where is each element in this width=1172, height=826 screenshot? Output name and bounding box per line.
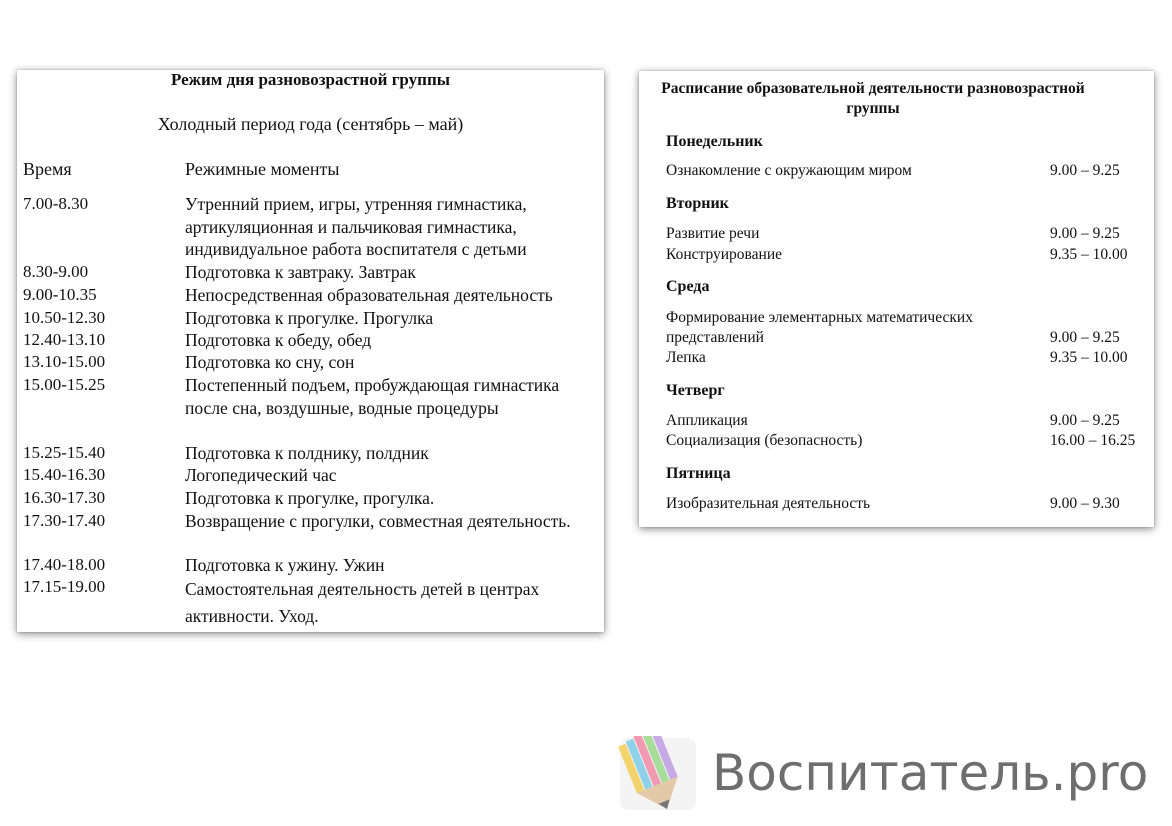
routine-moment: Подготовка к обеду, обед: [185, 330, 372, 350]
day-heading-wednesday: Среда: [666, 278, 710, 295]
routine-time: 17.15-19.00: [23, 577, 106, 596]
routine-subtitle: Холодный период года (сентябрь – май): [157, 114, 464, 134]
routine-moment: Возвращение с прогулки, совместная деятельность.: [185, 511, 571, 531]
routine-time: 15.00-15.25: [23, 375, 106, 394]
routine-moment: Самостоятельная деятельность детей в центрах активности. Уход.: [185, 579, 540, 626]
lesson-time: 9.35 – 10.00: [1050, 246, 1128, 263]
routine-moment: Логопедический час: [185, 465, 337, 485]
lesson-name: Конструирование: [666, 246, 783, 263]
day-heading-friday: Пятница: [666, 465, 731, 482]
lessons-schedule-card: [639, 71, 1154, 527]
lesson-time: 9.00 – 9.30: [1050, 495, 1120, 512]
time-column-header: Время: [23, 159, 72, 179]
routine-time: 15.40-16.30: [23, 465, 106, 484]
routine-time: 16.30-17.30: [23, 488, 106, 507]
lesson-name: Аппликация: [666, 412, 748, 429]
routine-moment: Подготовка к прогулке, прогулка.: [185, 488, 435, 508]
lesson-name: Лепка: [666, 349, 706, 366]
routine-time: 15.25-15.40: [23, 443, 106, 462]
routine-time: 8.30-9.00: [23, 262, 89, 281]
moments-column-header: Режимные моменты: [185, 159, 340, 179]
routine-time: 12.40-13.10: [23, 330, 106, 349]
routine-time: 17.30-17.40: [23, 511, 106, 530]
routine-moment: Утренний прием, игры, утренняя гимнастика, артикуляционная и пальчиковая гимнастика, индивидуальное работа воспитателя с детьми: [185, 194, 527, 260]
routine-time: 10.50-12.30: [23, 308, 106, 327]
lesson-time: 16.00 – 16.25: [1050, 432, 1136, 449]
lesson-name: Развитие речи: [666, 225, 760, 242]
site-brand-text: Воспитатель.pro: [712, 744, 1149, 802]
routine-moment: Подготовка к прогулке. Прогулка: [185, 308, 434, 328]
routine-moment: Непосредственная образовательная деятельность: [185, 285, 553, 305]
routine-moment: Подготовка к завтраку. Завтрак: [185, 262, 416, 282]
routine-moment: Подготовка к ужину. Ужин: [185, 555, 385, 575]
lesson-time: 9.00 – 9.25: [1050, 162, 1120, 179]
lesson-name: Социализация (безопасность): [666, 432, 863, 449]
routine-time: 17.40-18.00: [23, 555, 106, 574]
daily-routine-card: [17, 70, 604, 632]
routine-title: Режим дня разновозрастной группы: [170, 70, 451, 89]
routine-moment: Подготовка ко сну, сон: [185, 352, 355, 372]
day-heading-monday: Понедельник: [666, 133, 763, 150]
routine-time: 9.00-10.35: [23, 285, 97, 304]
lesson-name: Ознакомление с окружающим миром: [666, 162, 912, 179]
lesson-time: 9.00 – 9.25: [1050, 225, 1120, 242]
routine-time: 13.10-15.00: [23, 352, 106, 371]
day-heading-tuesday: Вторник: [666, 195, 729, 212]
routine-moment: Подготовка к полднику, полдник: [185, 443, 429, 463]
pencils-logo-icon: [618, 736, 698, 812]
lesson-time: 9.00 – 9.25: [1050, 329, 1120, 346]
lesson-time: 9.35 – 10.00: [1050, 349, 1128, 366]
schedule-title: Расписание образовательной деятельности разновозрастной группы: [661, 80, 1085, 117]
day-heading-thursday: Четверг: [666, 382, 725, 399]
routine-moment: Постепенный подъем, пробуждающая гимнастика после сна, воздушные, водные процедуры: [185, 375, 560, 418]
lesson-name: Формирование элементарных математических представлений: [666, 309, 973, 346]
lesson-time: 9.00 – 9.25: [1050, 412, 1120, 429]
routine-time: 7.00-8.30: [23, 194, 89, 213]
lesson-name: Изобразительная деятельность: [666, 495, 871, 512]
